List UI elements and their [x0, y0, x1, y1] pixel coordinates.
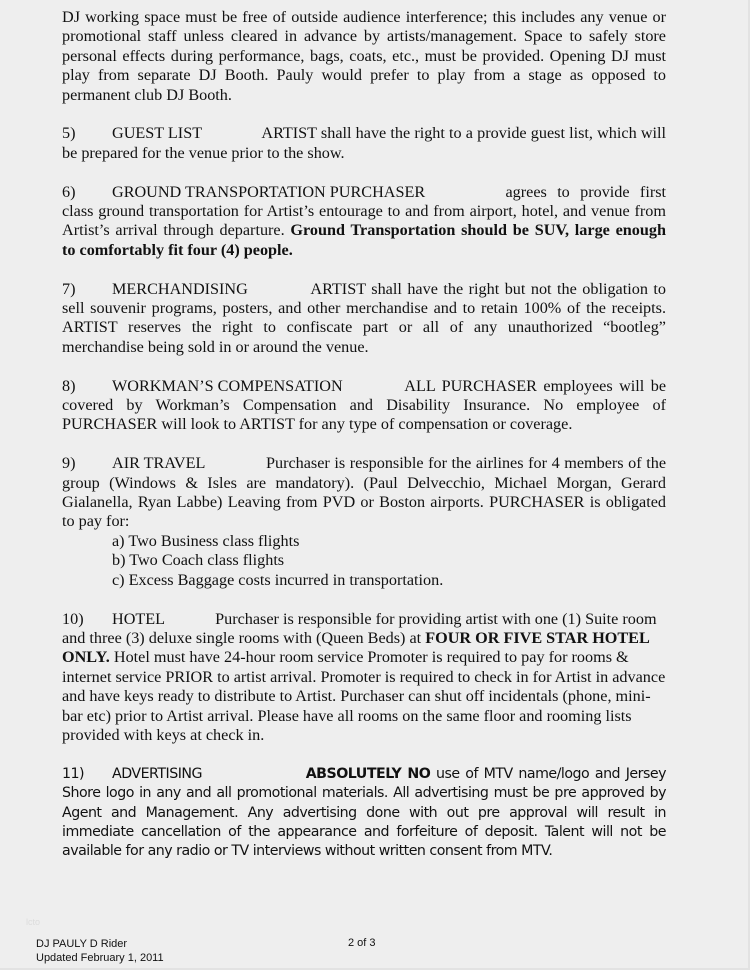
section-text: Purchaser is responsible for providing artist with one (1) Suite room and three (3) deluxe single rooms with (Queen Beds) at — [62, 609, 657, 647]
page-number: 2 of 3 — [348, 937, 376, 949]
list-item: c) Excess Baggage costs incurred in transportation. — [112, 570, 444, 589]
section-bold-text: FOUR OR FIVE STAR HOTEL ONLY. — [62, 628, 649, 667]
section-heading: AIR TRAVEL — [112, 454, 206, 473]
air-travel-list — [62, 532, 666, 590]
section-number: 6) — [62, 182, 76, 201]
footer — [36, 937, 164, 965]
section-advertising — [62, 765, 666, 862]
section-heading: WORKMAN’S COMPENSATION — [112, 376, 343, 395]
section-text: Purchaser is responsible for the airlines for 4 members of the group (Windows & Isles are mandatory). (Paul Delvecchio, Michael Morgan, Gerard Gialanella, Ryan Labbe) Leaving from PVD or Boston airports. PURCHASER is obligated to pay for: — [62, 454, 667, 531]
footer-updated: Updated February 1, 2011 — [36, 952, 164, 964]
section-heading: HOTEL — [112, 609, 166, 628]
section-heading: MERCHANDISING — [112, 279, 248, 298]
section-number: 11) — [62, 765, 85, 782]
section-guest-list — [62, 124, 666, 163]
section-number: 10) — [62, 609, 84, 628]
section-ground-transportation — [62, 183, 666, 261]
list-item: a) Two Business class flights — [112, 531, 300, 550]
footer-title: DJ PAULY D Rider — [36, 938, 128, 950]
section-workmans-compensation — [62, 377, 666, 435]
section-number: 9) — [62, 454, 76, 473]
section-number: 7) — [62, 279, 76, 298]
section-text: ARTIST shall have the right but not the obligation to sell souvenir programs, posters, and other merchandise and to retain 100% of the receipts. ARTIST reserves the right to confiscate part or all of any unauthorized “bootleg” merchandise being sold in or around the venue. — [62, 279, 667, 356]
section-text: ALL PURCHASER employees will be covered by Workman’s Compensation and Disability Insurance. No employee of PURCHASER will look to ARTIST for any type of compensation or coverage. — [62, 376, 667, 434]
section-heading: GUEST LIST — [112, 124, 203, 143]
faint-mark: lcto — [26, 917, 41, 927]
section-text-after: Hotel must have 24-hour room service Promoter is required to pay for rooms & internet service PRIOR to artist arrival. Promoter is required to check in for Artist in advance and have keys ready to distribute to Artist. Purchaser can shut off incidentals (phone, mini-bar etc) prior to Artist arrival. Please have all rooms on the same floor and rooming lists provided with keys at check in. — [62, 648, 666, 744]
section-hotel — [62, 610, 666, 746]
list-item: b) Two Coach class flights — [112, 551, 285, 570]
section-number: 5) — [62, 124, 76, 143]
section-bold-text: Ground Transportation should be SUV, large enough to comfortably fit four (4) people. — [62, 221, 666, 259]
section-text: agrees to provide first class ground transportation for Artist’s entourage to and from airport, hotel, and venue from Artist’s arrival through departure. — [62, 182, 667, 240]
section-air-travel — [62, 454, 666, 590]
section-heading: GROUND TRANSPORTATION PURCHASER — [112, 182, 426, 201]
intro-paragraph: DJ working space must be free of outside audience interference; this includes any venue or promotional staff unless cleared in advance by artists/management. Space to safely store personal effects during performance, bags, coats, etc., must be provided. Opening DJ must play from separate DJ Booth. Pauly would prefer to play from a stage as opposed to permanent club DJ Booth. — [62, 8, 666, 104]
section-text: use of MTV name/logo and Jersey Shore logo in any and all promotional materials. All advertising must be pre approved by Agent and Management. Any advertising done with out pre approval will result in immediate cancellation of the appearance and forfeiture of deposit. Talent will not be available for any radio or TV interviews without written consent from MTV. — [62, 765, 666, 860]
section-merchandising — [62, 280, 666, 358]
section-number: 8) — [62, 376, 76, 395]
section-heading: ADVERTISING — [112, 765, 203, 782]
section-bold-text: ABSOLUTELY NO — [305, 765, 431, 782]
document-body — [62, 8, 666, 881]
section-text: ARTIST shall have the right to a provide guest list, which will be prepared for the venue prior to the show. — [62, 124, 667, 162]
